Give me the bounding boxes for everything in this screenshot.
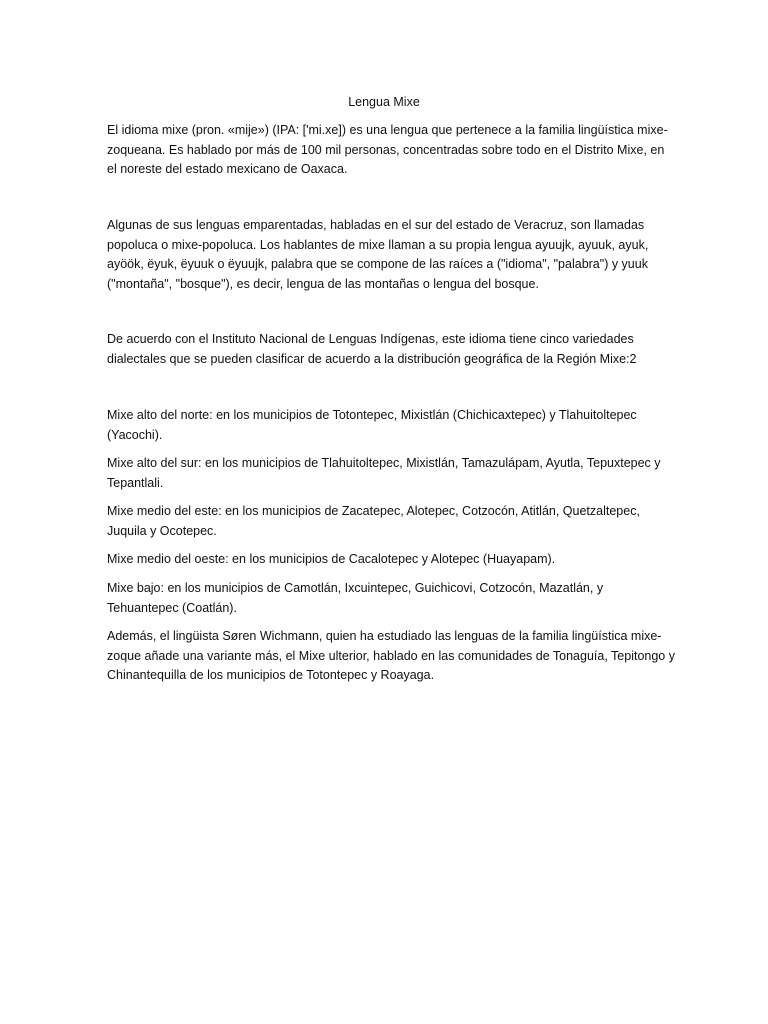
paragraph-dialect-varieties: De acuerdo con el Instituto Nacional de Lenguas Indígenas, este idioma tiene cinco variedades dialectales que se pueden clasificar de acuerdo a la distribución geográfica de la Región Mixe:2 [107, 332, 637, 366]
paragraph-intro: El idioma mixe (pron. «mije») (IPA: ['mi.xe]) es una lengua que pertenece a la familia lingüística mixe-zoqueana. Es hablado por más de 100 mil personas, concentradas sobre todo en el Distrito Mixe, en el noreste del estado mexicano de Oaxaca. [107, 123, 668, 176]
paragraph-related-languages: Algunas de sus lenguas emparentadas, habladas en el sur del estado de Veracruz, son llamadas popoluca o mixe-popoluca. Los hablantes de mixe llaman a su propia lengua ayuujk, ayuuk, ayuk, ayöök, ëyuk, ëyuuk o ëyuujk, palabra que se compone de las raíces a ("idioma", "palabra") y yuuk ("montaña", "bosque"), es decir, lengua de las montañas o lengua del bosque. [107, 218, 649, 291]
paragraph-mixe-bajo: Mixe bajo: en los municipios de Camotlán, Ixcuintepec, Guichicovi, Cotzocón, Mazatlán, y Tehuantepec (Coatlán). [107, 581, 604, 615]
paragraph-mixe-alto-norte: Mixe alto del norte: en los municipios de Totontepec, Mixistlán (Chichicaxtepec) y Tlahuitoltepec (Yacochi). [107, 408, 637, 442]
paragraph-wichmann: Además, el lingüista Søren Wichmann, quien ha estudiado las lenguas de la familia lingüística mixe-zoque añade una variante más, el Mixe ulterior, hablado en las comunidades de Tonaguía, Tepitongo y Chinantequilla de los municipios de Totontepec y Roayaga. [107, 629, 675, 682]
paragraph-mixe-alto-sur: Mixe alto del sur: en los municipios de Tlahuitoltepec, Mixistlán, Tamazulápam, Ayutla, Tepuxtepec y Tepantlali. [107, 456, 661, 490]
paragraph-mixe-medio-este: Mixe medio del este: en los municipios de Zacatepec, Alotepec, Cotzocón, Atitlán, Quetzaltepec, Juquila y Ocotepec. [107, 504, 640, 538]
paragraph-mixe-medio-oeste: Mixe medio del oeste: en los municipios de Cacalotepec y Alotepec (Huayapam). [107, 552, 556, 566]
document-title: Lengua Mixe [348, 95, 420, 109]
